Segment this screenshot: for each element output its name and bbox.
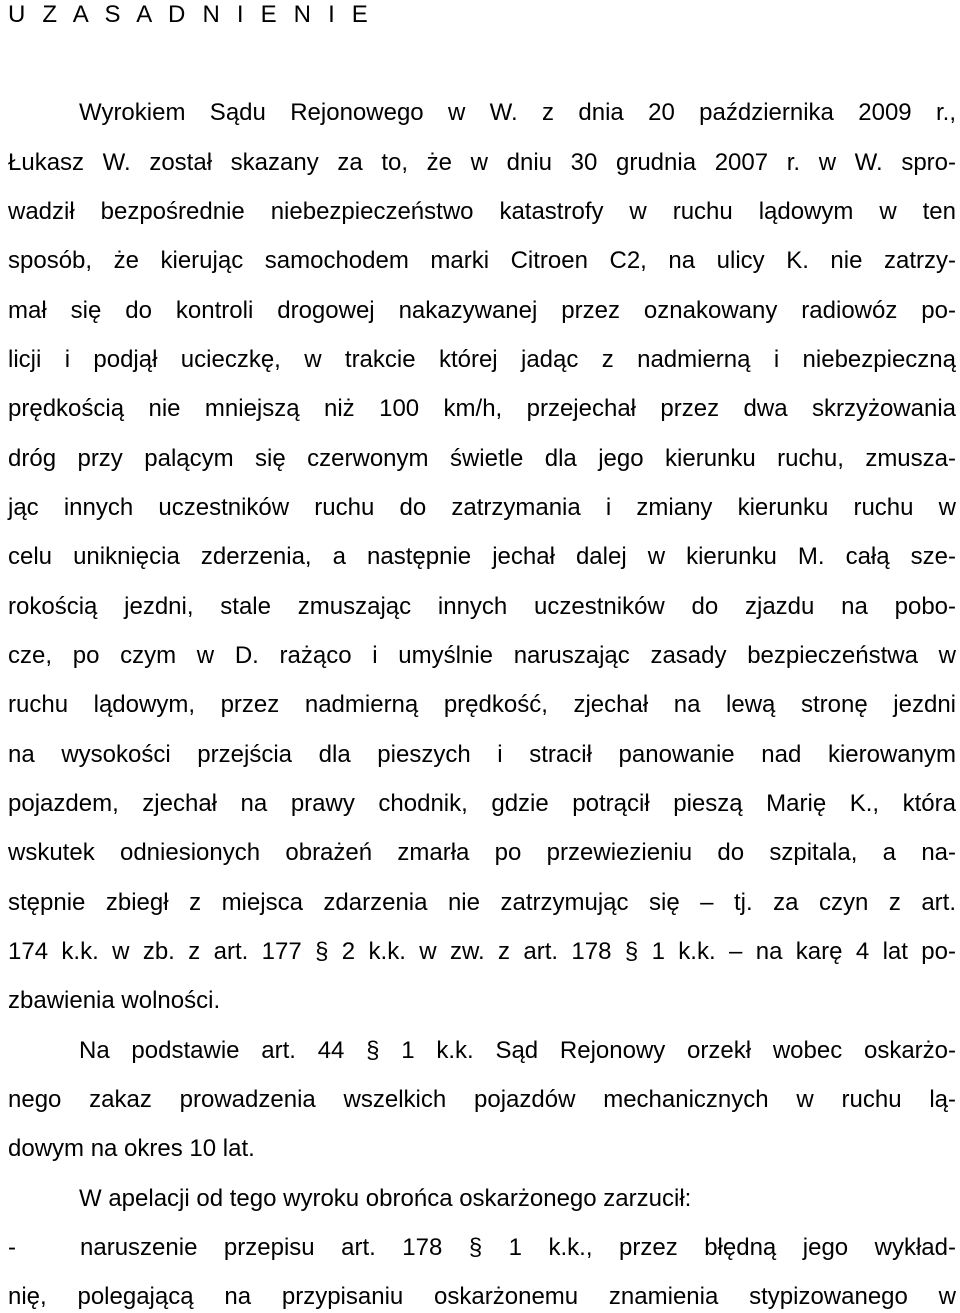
paragraph-line: celu uniknięcia zderzenia, a następnie jechał dalej w kierunku M. całą sze- xyxy=(8,543,956,570)
paragraph-line: ruchu lądowym, przez nadmierną prędkość, zjechał na lewą stronę jezdni xyxy=(8,691,956,718)
paragraph-line: mał się do kontroli drogowej nakazywanej przez oznakowany radiowóz po- xyxy=(8,297,956,324)
paragraph-line: rokością jezdni, stale zmuszając innych uczestników do zjazdu na pobo- xyxy=(8,593,956,620)
list-item-line: naruszenie przepisu art. 178 § 1 k.k., przez błędną jego wykład- xyxy=(80,1234,956,1261)
paragraph-line: licji i podjął ucieczkę, w trakcie której jadąc z nadmierną i niebezpieczną xyxy=(8,346,956,373)
paragraph-line: wskutek odniesionych obrażeń zmarła po przewiezieniu do szpitala, a na- xyxy=(8,839,956,866)
paragraph-line: W apelacji od tego wyroku obrońca oskarżonego zarzucił: xyxy=(79,1185,692,1212)
paragraph-line: Na podstawie art. 44 § 1 k.k. Sąd Rejonowy orzekł wobec oskarżo- xyxy=(79,1037,956,1064)
paragraph-line: 174 k.k. w zb. z art. 177 § 2 k.k. w zw. z art. 178 § 1 k.k. – na karę 4 lat po- xyxy=(8,938,956,965)
paragraph-line: dróg przy palącym się czerwonym świetle dla jego kierunku ruchu, zmusza- xyxy=(8,445,956,472)
list-bullet: - xyxy=(8,1234,16,1261)
paragraph-line: wadził bezpośrednie niebezpieczeństwo katastrofy w ruchu lądowym w ten xyxy=(8,198,956,225)
paragraph-line: Wyrokiem Sądu Rejonowego w W. z dnia 20 października 2009 r., xyxy=(79,99,956,126)
paragraph-line: stępnie zbiegł z miejsca zdarzenia nie zatrzymując się – tj. za czyn z art. xyxy=(8,889,956,916)
paragraph-line: cze, po czym w D. rażąco i umyślnie naruszając zasady bezpieczeństwa w xyxy=(8,642,956,669)
paragraph-line: pojazdem, zjechał na prawy chodnik, gdzie potrącił pieszą Marię K., która xyxy=(8,790,956,817)
paragraph-line: Łukasz W. został skazany za to, że w dniu 30 grudnia 2007 r. w W. spro- xyxy=(8,149,956,176)
list-item-line: nię, polegającą na przypisaniu oskarżonemu znamienia stypizowanego w xyxy=(8,1283,956,1310)
paragraph-line: sposób, że kierując samochodem marki Citroen C2, na ulicy K. nie zatrzy- xyxy=(8,247,956,274)
paragraph-line: zbawienia wolności. xyxy=(8,987,221,1014)
paragraph-line: jąc innych uczestników ruchu do zatrzymania i zmiany kierunku ruchu w xyxy=(8,494,956,521)
paragraph-line: prędkością nie mniejszą niż 100 km/h, przejechał przez dwa skrzyżowania xyxy=(8,395,956,422)
paragraph-line: dowym na okres 10 lat. xyxy=(8,1135,255,1162)
paragraph-line: nego zakaz prowadzenia wszelkich pojazdów mechanicznych w ruchu lą- xyxy=(8,1086,956,1113)
paragraph-line: na wysokości przejścia dla pieszych i stracił panowanie nad kierowanym xyxy=(8,741,956,768)
document-heading: U Z A S A D N I E N I E xyxy=(8,1,374,28)
